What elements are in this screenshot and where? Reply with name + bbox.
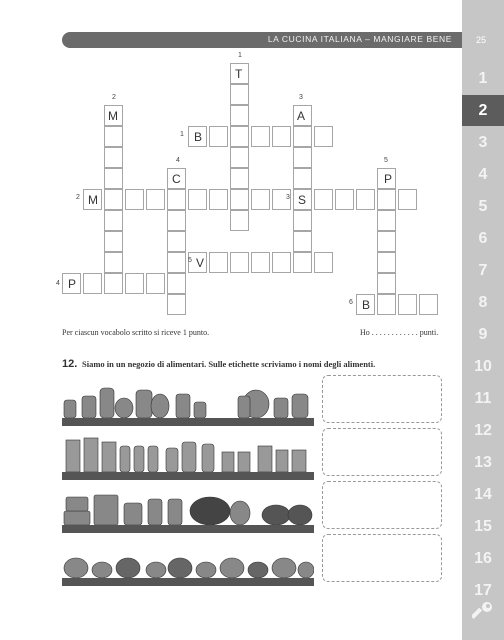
chapter-title: LA CUCINA ITALIANA – MANGIARE BENE xyxy=(267,34,452,44)
chapter-tab-1[interactable]: 1 xyxy=(478,70,488,87)
crossword-cell[interactable] xyxy=(167,189,186,210)
crossword-cell[interactable] xyxy=(377,273,396,294)
chapter-tab-2[interactable]: 2 xyxy=(462,95,504,126)
chapter-tab-9[interactable]: 9 xyxy=(478,326,488,343)
crossword-cell[interactable] xyxy=(251,189,270,210)
clue-number-vertical: 1 xyxy=(238,52,242,59)
crossword-cell[interactable] xyxy=(146,273,165,294)
chapter-tab-15[interactable]: 15 xyxy=(474,518,492,535)
clue-number-vertical: 4 xyxy=(176,157,180,164)
clue-number-horizontal: 6 xyxy=(349,299,353,306)
chapter-tab-13[interactable]: 13 xyxy=(474,454,492,471)
clue-number-horizontal: 1 xyxy=(180,131,184,138)
crossword-cell[interactable] xyxy=(398,189,417,210)
scoring-instruction: Per ciascun vocabolo scritto si riceve 1 punto. xyxy=(62,328,210,337)
crossword-cell[interactable] xyxy=(293,147,312,168)
crossword-cell[interactable] xyxy=(104,231,123,252)
crossword-cell[interactable] xyxy=(125,273,144,294)
crossword-cell[interactable] xyxy=(293,252,312,273)
crossword-cell[interactable] xyxy=(356,189,375,210)
crossword-cell[interactable] xyxy=(209,126,228,147)
crossword-cell[interactable] xyxy=(188,189,207,210)
crossword-cell[interactable] xyxy=(230,105,249,126)
chapter-tab-10[interactable]: 10 xyxy=(474,358,492,375)
crossword-cell[interactable] xyxy=(230,147,249,168)
chapter-tab-14[interactable]: 14 xyxy=(474,486,492,503)
crossword-cell[interactable] xyxy=(419,294,438,315)
crossword-cell[interactable] xyxy=(377,189,396,210)
crossword-cell[interactable] xyxy=(146,189,165,210)
food-label-box[interactable] xyxy=(322,375,442,423)
crossword-cell[interactable] xyxy=(83,273,102,294)
crossword-cell[interactable] xyxy=(104,210,123,231)
crossword-cell[interactable] xyxy=(167,231,186,252)
given-letter: M xyxy=(108,109,118,123)
clue-number-horizontal: 2 xyxy=(76,194,80,201)
chapter-tab-11[interactable]: 11 xyxy=(474,390,492,407)
chapter-tab-4[interactable]: 4 xyxy=(478,166,488,183)
food-label-box[interactable] xyxy=(322,534,442,582)
chapter-tab-5[interactable]: 5 xyxy=(478,198,488,215)
crossword-cell[interactable] xyxy=(230,189,249,210)
crossword-cell[interactable] xyxy=(377,294,396,315)
chapter-tab-3[interactable]: 3 xyxy=(478,134,488,151)
page-number: 25 xyxy=(475,35,486,45)
chapter-tab-12[interactable]: 12 xyxy=(474,422,492,439)
shelf-eggs-cheese-illustration xyxy=(62,485,314,535)
crossword-cell[interactable] xyxy=(293,168,312,189)
clue-number-horizontal: 4 xyxy=(56,280,60,287)
given-letter: P xyxy=(68,277,77,291)
given-letter: V xyxy=(196,256,205,270)
clue-number-vertical: 2 xyxy=(112,94,116,101)
crossword-cell[interactable] xyxy=(167,273,186,294)
crossword-cell[interactable] xyxy=(104,189,123,210)
crossword-cell[interactable] xyxy=(104,168,123,189)
crossword-cell[interactable] xyxy=(398,294,417,315)
crossword-cell[interactable] xyxy=(230,126,249,147)
shelf-vegetables-illustration xyxy=(62,538,314,588)
shelf-jars-illustration xyxy=(62,378,314,428)
shelf-milk-cartons-illustration xyxy=(62,432,314,482)
crossword-cell[interactable] xyxy=(377,252,396,273)
chapter-tab-6[interactable]: 6 xyxy=(478,230,488,247)
clue-number-horizontal: 3 xyxy=(286,194,290,201)
crossword-cell[interactable] xyxy=(104,252,123,273)
clue-number-vertical: 5 xyxy=(384,157,388,164)
crossword-cell[interactable] xyxy=(293,210,312,231)
given-letter: S xyxy=(298,193,307,207)
score-field[interactable]: Ho . . . . . . . . . . . . punti. xyxy=(360,328,439,337)
crossword-cell[interactable] xyxy=(314,189,333,210)
crossword-cell[interactable] xyxy=(230,252,249,273)
food-label-box[interactable] xyxy=(322,481,442,529)
crossword-cell[interactable] xyxy=(272,126,291,147)
crossword-cell[interactable] xyxy=(167,210,186,231)
crossword-cell[interactable] xyxy=(167,294,186,315)
exercise-number: 12. xyxy=(62,358,78,370)
crossword-cell[interactable] xyxy=(104,273,123,294)
crossword-cell[interactable] xyxy=(314,126,333,147)
crossword-cell[interactable] xyxy=(293,126,312,147)
crossword-cell[interactable] xyxy=(314,252,333,273)
crossword-cell[interactable] xyxy=(209,189,228,210)
given-letter: P xyxy=(384,172,393,186)
crossword-cell[interactable] xyxy=(230,168,249,189)
header-bar xyxy=(62,32,462,48)
clue-number-horizontal: 5 xyxy=(188,257,192,264)
exercise-instruction: Siamo in un negozio di alimentari. Sulle etichette scriviamo i nomi degli alimenti. xyxy=(82,359,376,369)
crossword-cell[interactable] xyxy=(251,252,270,273)
crossword-cell[interactable] xyxy=(377,231,396,252)
crossword-cell[interactable] xyxy=(377,210,396,231)
crossword-cell[interactable] xyxy=(104,147,123,168)
crossword-cell[interactable] xyxy=(293,231,312,252)
clue-number-vertical: 3 xyxy=(299,94,303,101)
given-letter: A xyxy=(297,109,306,123)
given-letter: B xyxy=(362,298,371,312)
chapter-tab-7[interactable]: 7 xyxy=(478,262,488,279)
given-letter: C xyxy=(172,172,181,186)
crossword-cell[interactable] xyxy=(104,126,123,147)
chapter-tab-17[interactable]: 17 xyxy=(474,582,492,599)
crossword-cell[interactable] xyxy=(230,84,249,105)
crossword-cell[interactable] xyxy=(335,189,354,210)
crossword-cell[interactable] xyxy=(251,126,270,147)
crossword-cell[interactable] xyxy=(230,210,249,231)
wrench-icon[interactable] xyxy=(472,600,494,627)
food-label-box[interactable] xyxy=(322,428,442,476)
crossword-cell[interactable] xyxy=(167,252,186,273)
given-letter: B xyxy=(194,130,203,144)
chapter-tab-8[interactable]: 8 xyxy=(478,294,488,311)
given-letter: T xyxy=(235,67,243,81)
given-letter: M xyxy=(88,193,98,207)
crossword-cell[interactable] xyxy=(209,252,228,273)
crossword-cell[interactable] xyxy=(272,252,291,273)
crossword-cell[interactable] xyxy=(125,189,144,210)
chapter-tab-16[interactable]: 16 xyxy=(474,550,492,567)
